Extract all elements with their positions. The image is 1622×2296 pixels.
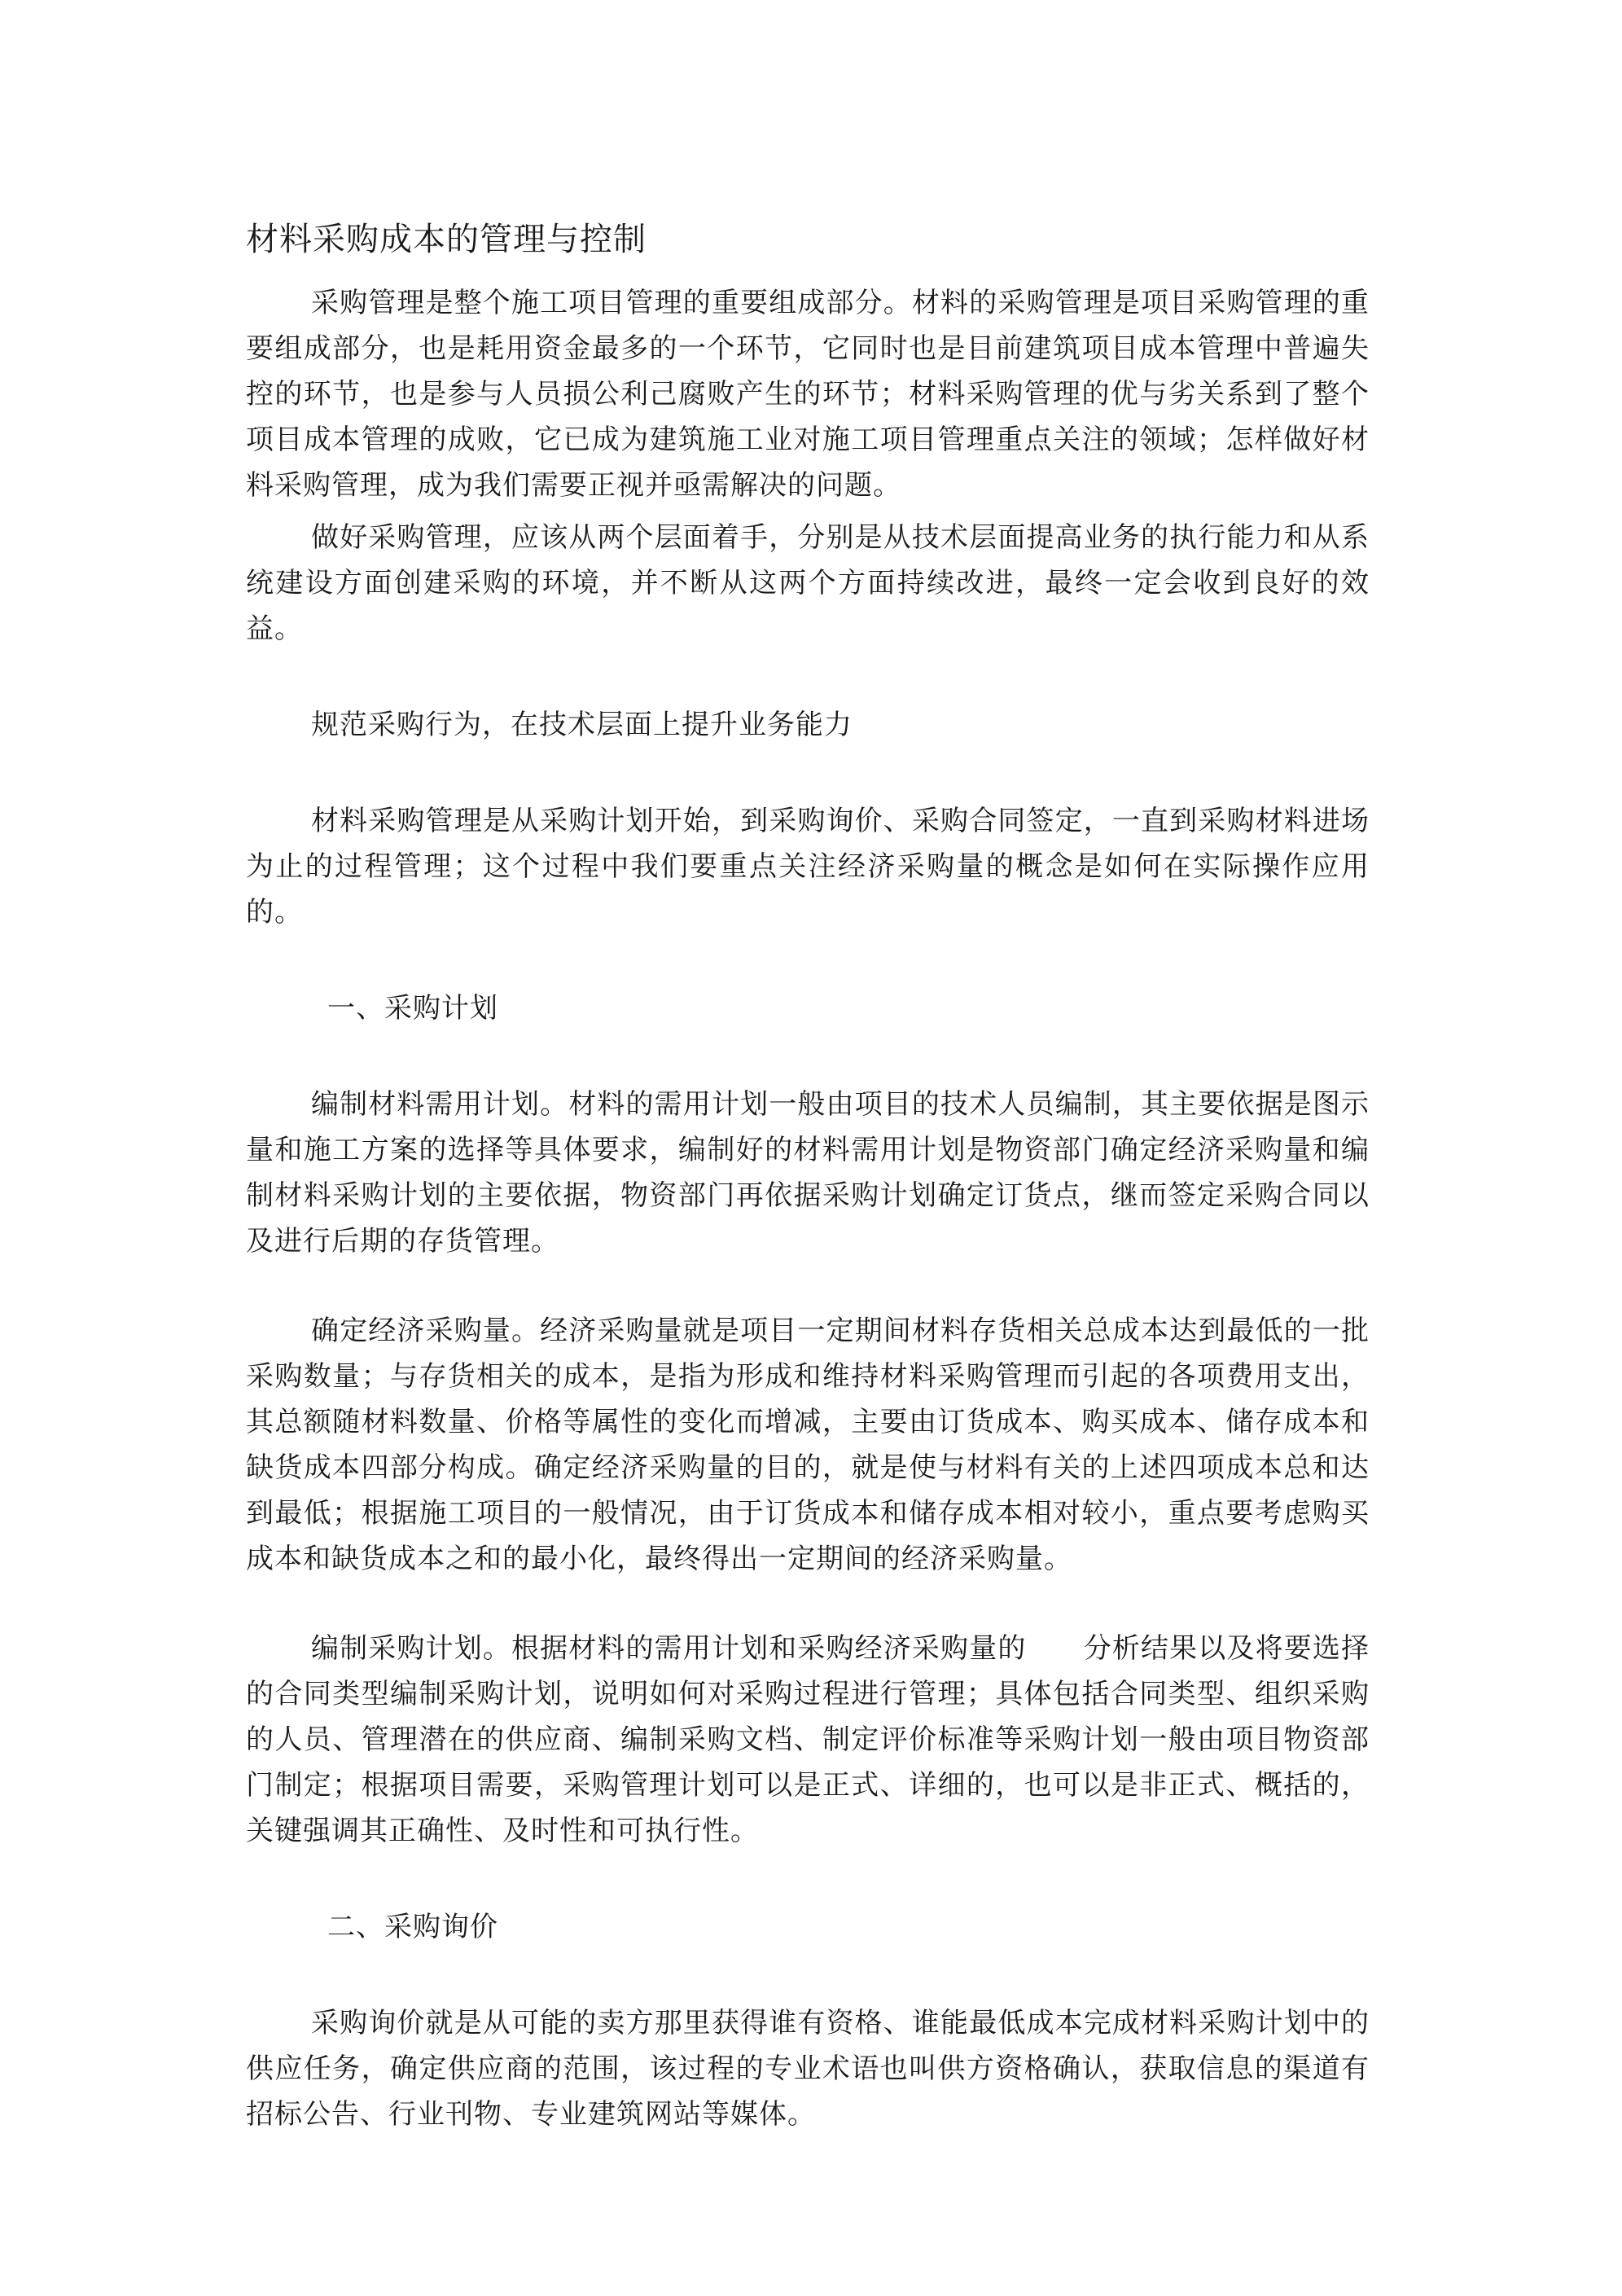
spacer [246, 1031, 1370, 1082]
spacer [246, 1950, 1370, 2000]
section-2-heading: 二、采购询价 [327, 1911, 498, 1943]
lead-paragraph: 材料采购管理是从采购计划开始，到采购询价、采购合同签定，一直到采购材料进场为止的过程管理；这个过程中我们要重点关注经济采购量的概念是如何在实际操作应用的。 [246, 805, 1370, 928]
section-2-paragraph-1: 采购询价就是从可能的卖方那里获得谁有资格、谁能最低成本完成材料采购计划中的供应任务，确定供应商的范围，该过程的专业术语也叫供方资格确认，获取信息的渠道有招标公告、行业刊物、专业建筑网站等媒体。 [246, 2007, 1370, 2131]
spacer [246, 652, 1370, 702]
spacer [246, 1582, 1370, 1626]
intro-paragraph-2: 做好采购管理，应该从两个层面着手，分别是从技术层面提高业务的执行能力和从系统建设方面创建采购的环境，并不断从这两个方面持续改进，最终一定会收到良好的效益。 [246, 521, 1370, 645]
section-1-paragraph-3: 编制采购计划。根据材料的需用计划和采购经济采购量的 分析结果以及将要选择的合同类型编制采购计划，说明如何对采购过程进行管理；具体包括合同类型、组织采购的人员、管理潜在的供应商、编制采购文档、制定评价标准等采购计划一般由项目物资部门制定；根据项目需要，采购管理计划可以是正式、详细的，也可以是非正式、概括的，关键强调其正确性、及时性和可执行性。 [246, 1632, 1370, 1847]
spacer [246, 1264, 1370, 1308]
spacer [246, 1854, 1370, 1904]
spacer [246, 748, 1370, 798]
spacer [246, 935, 1370, 986]
document-title: 材料采购成本的管理与控制 [246, 221, 647, 258]
section-1-paragraph-1: 编制材料需用计划。材料的需用计划一般由项目的技术人员编制，其主要依据是图示量和施工方案的选择等具体要求，编制好的材料需用计划是物资部门确定经济采购量和编制材料采购计划的主要依据，物资部门再依据采购计划确定订货点，继而签定采购合同以及进行后期的存货管理。 [246, 1088, 1370, 1258]
intro-paragraph-1: 采购管理是整个施工项目管理的重要组成部分。材料的采购管理是项目采购管理的重要组成部分，也是耗用资金最多的一个环节，它同时也是目前建筑项目成本管理中普遍失控的环节，也是参与人员损公利己腐败产生的环节；材料采购管理的优与劣关系到了整个项目成本管理的成败，它已成为建筑施工业对施工项目管理重点关注的领域；怎样做好材料采购管理，成为我们需要正视并亟需解决的问题。 [246, 287, 1370, 502]
lead-heading: 规范采购行为，在技术层面上提升业务能力 [311, 709, 853, 741]
document-page [246, 213, 1370, 2137]
section-1-paragraph-2: 确定经济采购量。经济采购量就是项目一定期间材料存货相关总成本达到最低的一批采购数量；与存货相关的成本，是指为形成和维持材料采购管理而引起的各项费用支出，其总额随材料数量、价格等属性的变化而增减，主要由订货成本、购买成本、储存成本和缺货成本四部分构成。确定经济采购量的目的，就是使与材料有关的上述四项成本总和达到最低；根据施工项目的一般情况，由于订货成本和储存成本相对较小，重点要考虑购买成本和缺货成本之和的最小化，最终得出一定期间的经济采购量。 [246, 1315, 1370, 1575]
section-1-heading: 一、采购计划 [327, 992, 498, 1025]
